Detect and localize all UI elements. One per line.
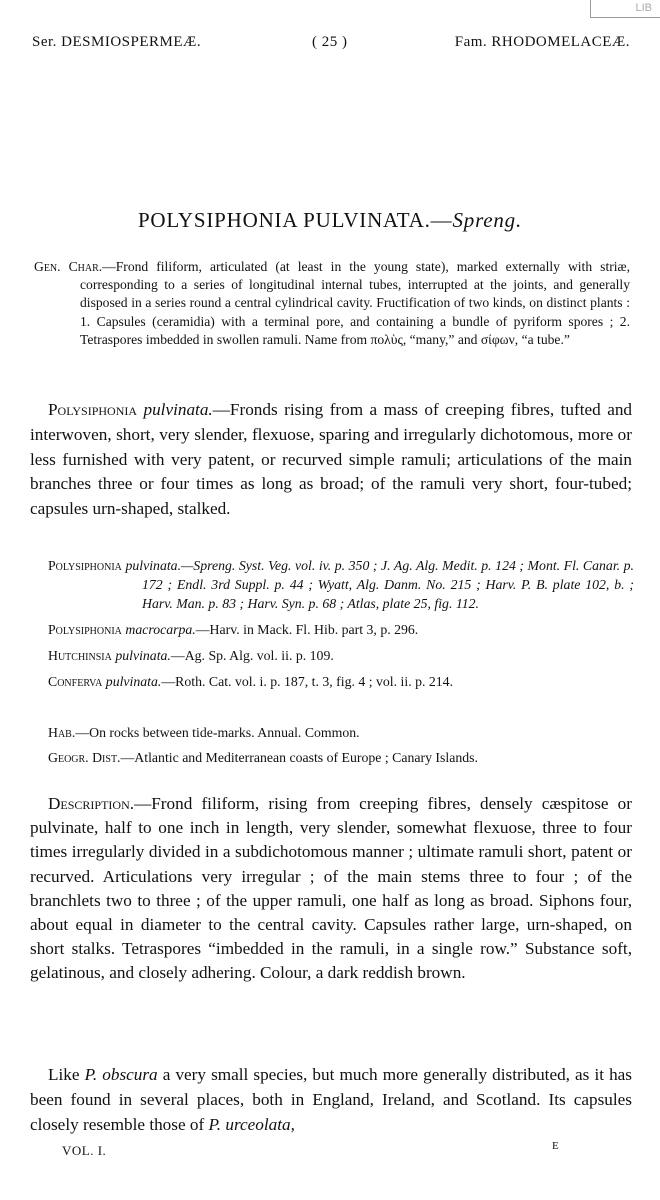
habitat-label: Hab. — [48, 725, 76, 740]
synonym-entry — [48, 672, 634, 691]
synonym-epithet: pulvinata. — [105, 674, 162, 689]
distribution-text: —Atlantic and Mediterranean coasts of Europe ; Canary Islands. — [120, 750, 478, 765]
page-number: ( 25 ) — [312, 34, 348, 50]
synonym-genus: Hutchinsia — [48, 648, 112, 663]
description-label: Description. — [48, 794, 135, 813]
synonym-citation: —Spreng. Syst. Veg. vol. iv. p. 350 ; J. Ag. Alg. Medit. p. 124 ; Mont. Fl. Canar. p. 172 ; Endl. 3rd Suppl. p. 44 ; Wyatt, Alg. Danm. No. 215 ; Harv. P. B. plate 102, b. ; Harv. Man. p. 83 ; Harv. Syn. p. 68 ; Atlas, plate 25, fig. 112. — [142, 558, 634, 611]
distribution-label: Geogr. Dist. — [48, 750, 121, 765]
closing-species-ref: P. obscura — [84, 1065, 158, 1084]
synonym-epithet: pulvinata. — [125, 558, 182, 573]
synonym-citation: —Harv. in Mack. Fl. Hib. part 3, p. 296. — [195, 622, 419, 637]
synonym-epithet: pulvinata. — [115, 648, 171, 663]
diagnosis-epithet: pulvinata. — [143, 400, 213, 419]
gen-char-label: Gen. Char. — [34, 259, 103, 274]
gathering-signature: E — [552, 1140, 559, 1152]
closing-species-ref-2: P. urceolata, — [208, 1114, 295, 1134]
synonym-entry — [48, 556, 634, 613]
closing-lead: Like — [48, 1065, 80, 1084]
gen-char-text: —Frond filiform, articulated (at least in the young state), marked externally with striæ, corresponding to a series of longitudinal internal tubes, interrupted at the joints, and generally disposed in a series round a central cylindrical cavity. Fructification of two kinds, on distinct plants : 1. Capsules (ceramidia) with a terminal pore, and containing a bundle of pyriform spores ; 2. Tetraspores imbedded in swollen ramuli. Name from πολὺς, “many,” and σίφων, “a tube.” — [80, 259, 630, 347]
habitat-line — [48, 723, 634, 742]
series-heading: Ser. DESMIOSPERMEÆ. — [32, 34, 202, 50]
distribution-line — [48, 748, 634, 767]
description-text: —Frond filiform, rising from creeping fibres, densely cæspitose or pulvinate, half to one inch in length, very slender, somewhat flexuose, three to four times irregularly divided in a subdichotomous manner ; ultimate ramuli short, patent or recurved. Articulations very irregular ; of the main stems three to four ; of the branchlets two to three ; of the upper ramuli, one half as long as broad. Siphons four, about equal in diameter to the central cavity. Capsules rather large, urn-shaped, on short stalks. Tetraspores “imbedded in the ramuli, in a single row.” Substance soft, gelatinous, and closely adhering. Colour, a dark reddish brown. — [30, 794, 632, 983]
synonym-citation: —Ag. Sp. Alg. vol. ii. p. 109. — [170, 648, 334, 663]
running-head — [32, 34, 630, 54]
diagnosis-genus: Polysiphonia — [48, 400, 138, 419]
description-paragraph — [30, 792, 632, 986]
synonym-entry — [48, 620, 634, 639]
synonymy-list — [48, 556, 634, 698]
closing-text: a very small species, but much more generally distributed, as it has been found in several places, both in England, Ireland, and Scotland. Its capsules closely resemble those of — [30, 1065, 632, 1134]
generic-character — [34, 258, 630, 349]
volume-signature: VOL. I. — [62, 1143, 107, 1158]
diagnosis-text: —Fronds rising from a mass of creeping fibres, tufted and interwoven, short, very slender, flexuose, sparing and irregularly dichotomous, more or less furnished with very patent, or recurved simple ramuli; articulations of the main branches three or four times as long as broad; of the ramuli very short, four-tubed; capsules urn-shaped, stalked. — [30, 400, 633, 519]
species-diagnosis — [30, 398, 632, 522]
synonym-genus: Conferva — [48, 674, 103, 689]
title-name: POLYSIPHONIA PULVINATA.— — [137, 208, 453, 232]
synonym-genus: Polysiphonia — [48, 622, 122, 637]
title-authority: Spreng. — [452, 208, 523, 232]
synonym-genus: Polysiphonia — [48, 558, 122, 573]
synonym-entry — [48, 646, 634, 665]
library-stamp: LIB — [590, 0, 660, 18]
species-title — [0, 208, 660, 233]
habitat-text: —On rocks between tide-marks. Annual. Common. — [75, 725, 360, 740]
synonym-epithet: macrocarpa. — [125, 622, 196, 637]
synonym-citation: —Roth. Cat. vol. i. p. 187, t. 3, fig. 4 ; vol. ii. p. 214. — [161, 674, 454, 689]
closing-paragraph — [30, 1063, 632, 1137]
family-heading: Fam. RHODOMELACEÆ. — [454, 34, 630, 50]
